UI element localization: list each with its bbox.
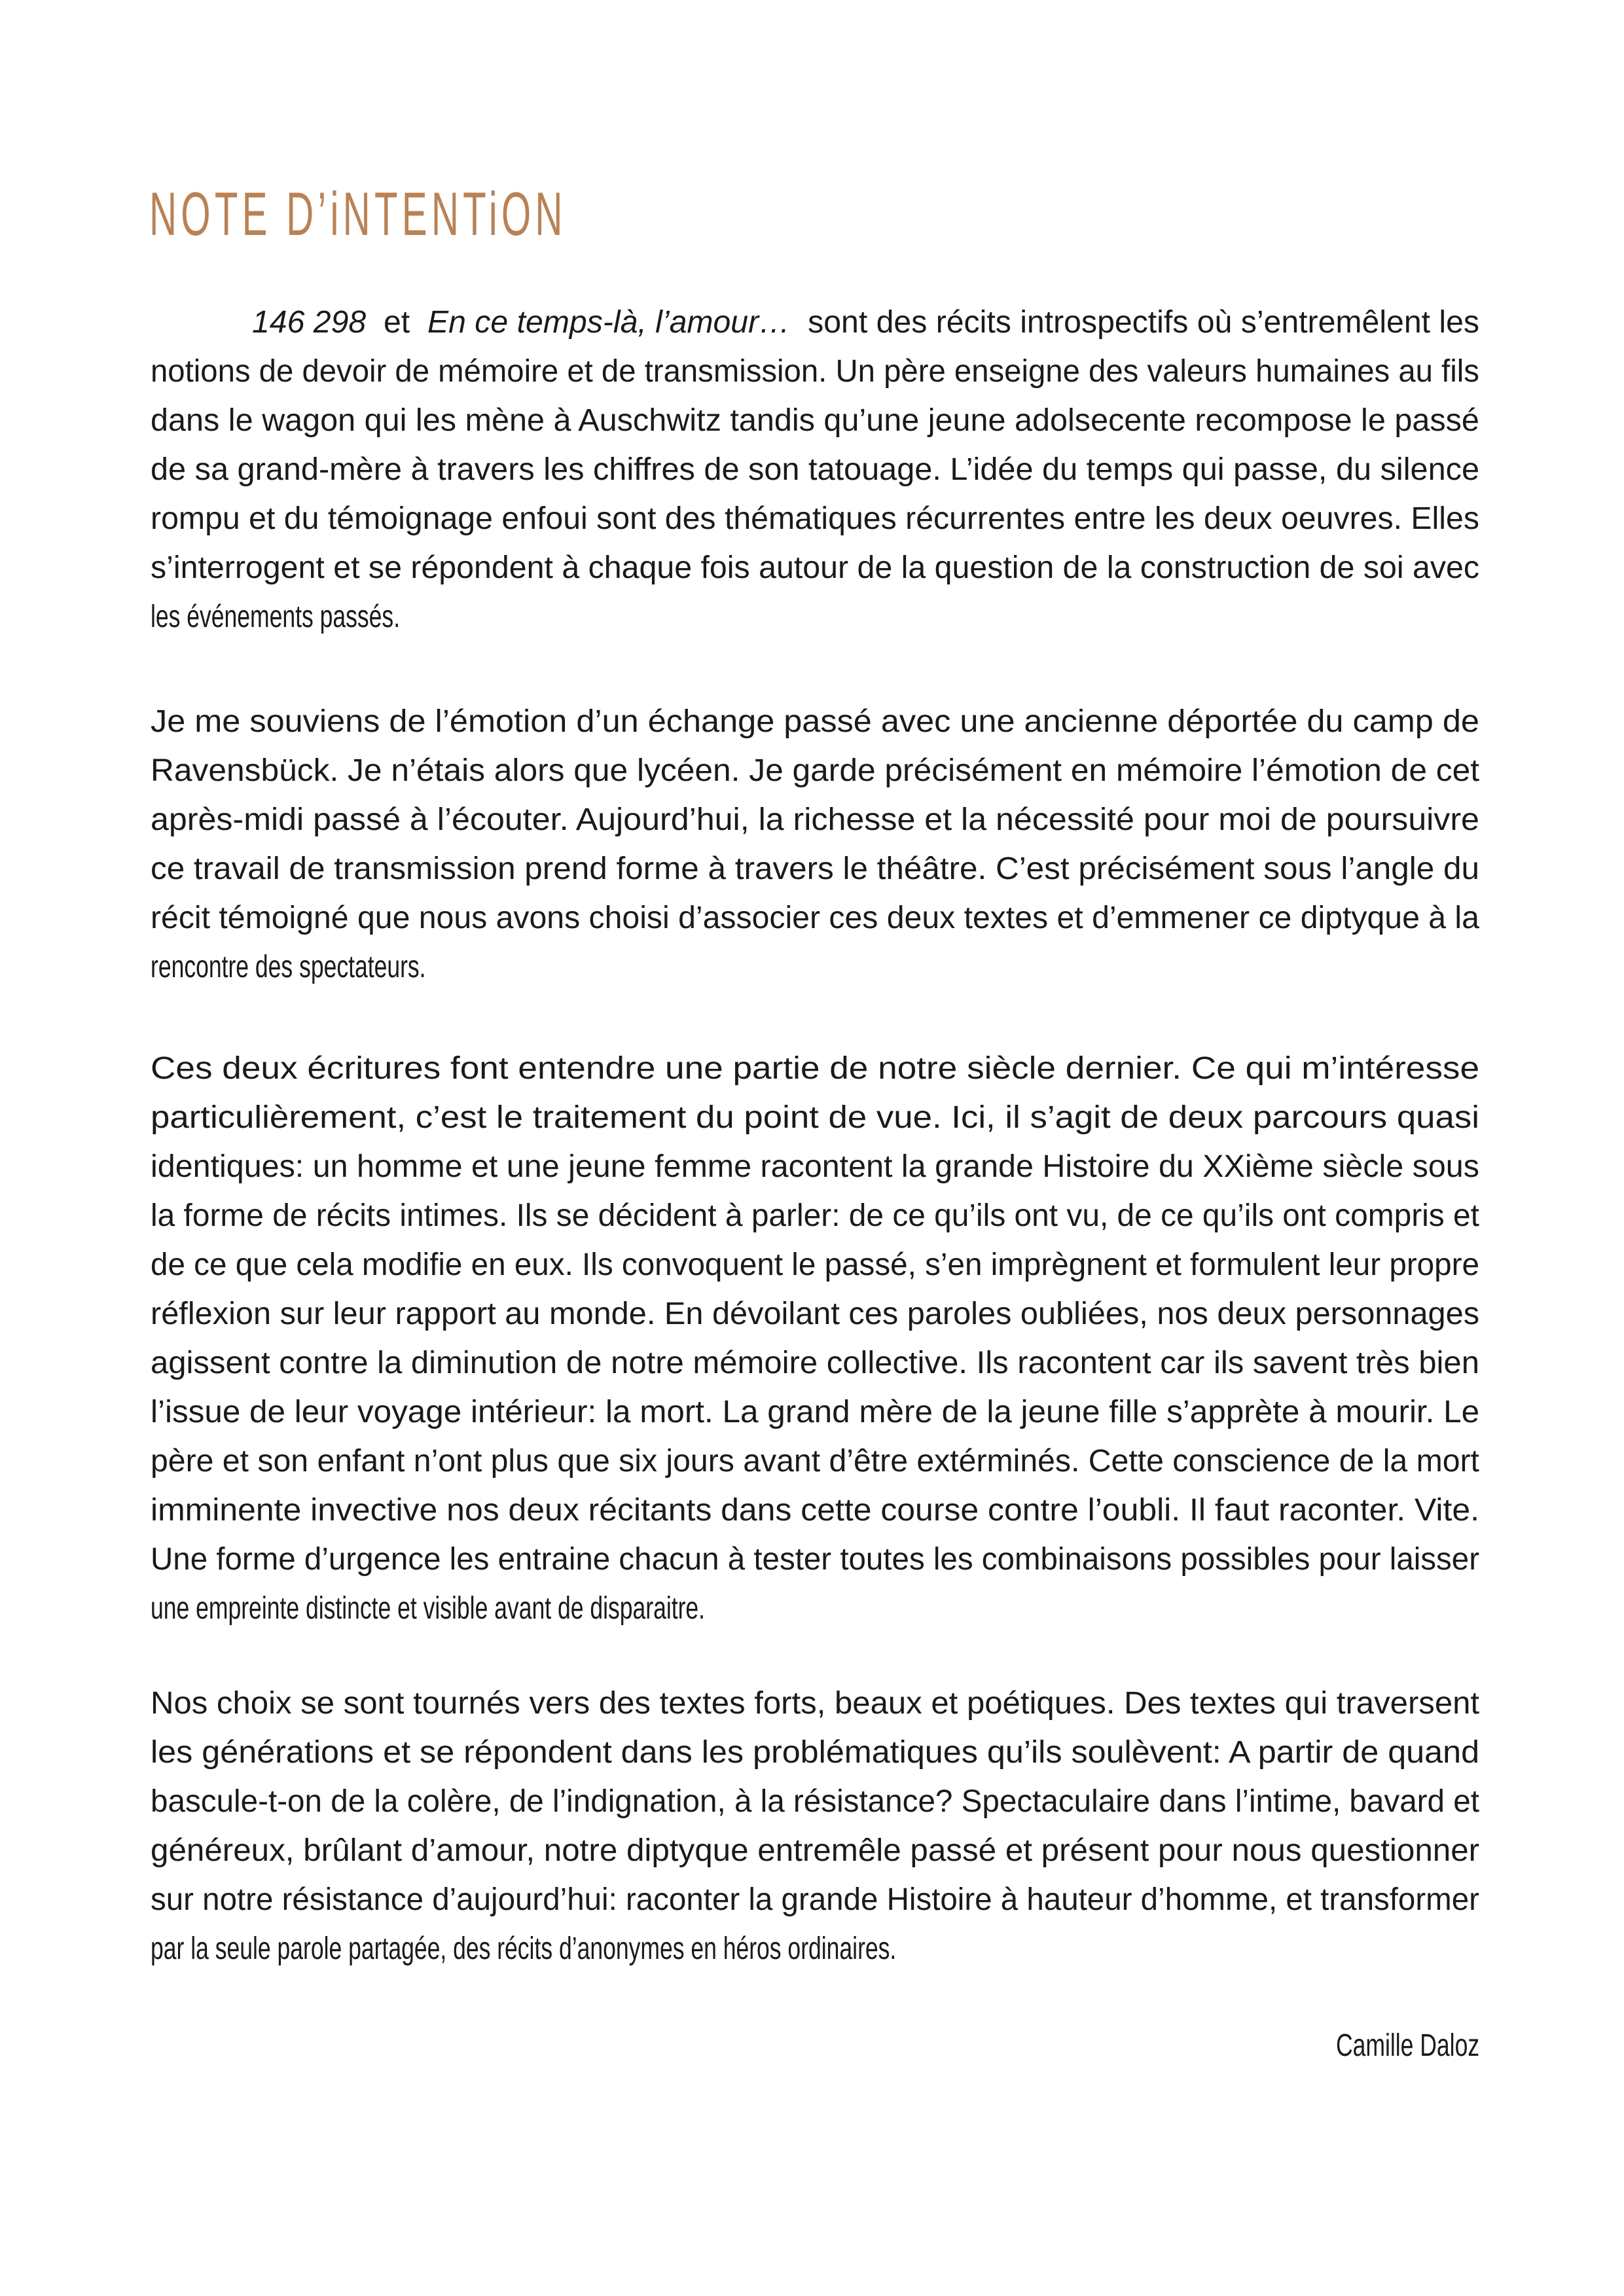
paragraph-line: l’issue de leur voyage intérieur: la mort. La grand mère de la jeune fille s’apprète à mourir. Le (151, 1395, 1480, 1429)
paragraph-line: rencontre des spectateurs. (151, 950, 426, 984)
paragraph-line: Ravensbück. Je n’étais alors que lycéen. Je garde précisément en mémoire l’émotion de cet (151, 753, 1480, 788)
paragraph-line: rompu et du témoignage enfoui sont des thématiques récurrentes entre les deux oeuvres. Elles (151, 501, 1479, 536)
paragraph-line: Une forme d’urgence les entraine chacun à tester toutes les combinaisons possibles pour laisser (151, 1542, 1480, 1577)
paragraph-choices (151, 1679, 1479, 1973)
paragraph-line: après-midi passé à l’écouter. Aujourd’hui, la richesse et la nécessité pour moi de poursuivre (151, 802, 1479, 837)
paragraph-line: une empreinte distincte et visible avant de disparaitre. (151, 1591, 706, 1626)
paragraph-line: Je me souviens de l’émotion d’un échange passé avec une ancienne déportée du camp de (151, 704, 1479, 739)
paragraph-line: bascule-t-on de la colère, de l’indignation, à la résistance? Spectaculaire dans l’intime, bavard et (151, 1784, 1479, 1819)
paragraph-line: particulièrement, c’est le traitement du point de vue. Ici, il s’agit de deux parcours quasi (151, 1100, 1480, 1135)
paragraph-line: Ces deux écritures font entendre une partie de notre siècle dernier. Ce qui m’intéresse (151, 1051, 1480, 1086)
paragraph-line: de ce que cela modifie en eux. Ils convoquent le passé, s’en imprègnent et formulent leur propre (151, 1247, 1479, 1282)
paragraph-line: récit témoigné que nous avons choisi d’associer ces deux textes et d’emmener ce diptyque à la (151, 901, 1479, 935)
paragraph-line: identiques: un homme et une jeune femme racontent la grande Histoire du XXième siècle sous (151, 1149, 1479, 1184)
paragraph-line: dans le wagon qui les mène à Auschwitz tandis qu’une jeune adolsecente recompose le passé (151, 403, 1479, 438)
paragraph-line: agissent contre la diminution de notre mémoire collective. Ils racontent car ils savent très bien (151, 1346, 1479, 1380)
paragraph-line: généreux, brûlant d’amour, notre diptyque entremêle passé et présent pour nous questionner (151, 1833, 1480, 1868)
text-segment: et (366, 305, 427, 340)
paragraph-line: les événements passés. (151, 600, 401, 634)
paragraph-line: Nos choix se sont tournés vers des textes forts, beaux et poétiques. Des textes qui traversent (151, 1686, 1480, 1721)
paragraph-line: par la seule parole partagée, des récits d’anonymes en héros ordinaires. (151, 1931, 897, 1966)
paragraph-line: les générations et se répondent dans les problématiques qu’ils soulèvent: A partir de quand (151, 1735, 1480, 1770)
paragraph-line: réflexion sur leur rapport au monde. En dévoilant ces paroles oubliées, nos deux personnages (151, 1297, 1480, 1331)
paragraph-point-of-view (151, 1044, 1479, 1633)
paragraph-line: père et son enfant n’ont plus que six jours avant d’être extérminés. Cette conscience de la mort (151, 1444, 1479, 1479)
page-title: NOTE D’iNTENTiON (149, 179, 567, 248)
paragraph-line: imminente invective nos deux récitants dans cette course contre l’oubli. Il faut raconter. Vite. (151, 1493, 1480, 1528)
paragraph-line: sur notre résistance d’aujourd’hui: raconter la grande Histoire à hauteur d’homme, et transformer (151, 1882, 1479, 1917)
text-segment: sont des récits introspectifs où s’entremêlent les (790, 305, 1480, 340)
paragraph-intro (151, 298, 1479, 641)
paragraph-line: notions de devoir de mémoire et de transmission. Un père enseigne des valeurs humaines au fils (151, 354, 1479, 389)
paragraph-line: s’interrogent et se répondent à chaque fois autour de la question de la construction de soi avec (151, 550, 1480, 585)
paragraph-line: de sa grand-mère à travers les chiffres de son tatouage. L’idée du temps qui passe, du silence (151, 452, 1480, 487)
signature-author: Camille Daloz (1335, 2028, 1479, 2063)
paragraph-line: ce travail de transmission prend forme à travers le théâtre. C’est précisément sous l’angle du (151, 852, 1479, 886)
paragraph-line (151, 298, 1479, 347)
paragraph-memory (151, 697, 1479, 992)
work-title-146298: 146 298 (252, 305, 367, 340)
work-title-en-ce-temps-la: En ce temps-là, l’amour… (427, 305, 791, 340)
paragraph-line: la forme de récits intimes. Ils se décident à parler: de ce qu’ils ont vu, de ce qu’ils ont compris et (151, 1198, 1479, 1233)
